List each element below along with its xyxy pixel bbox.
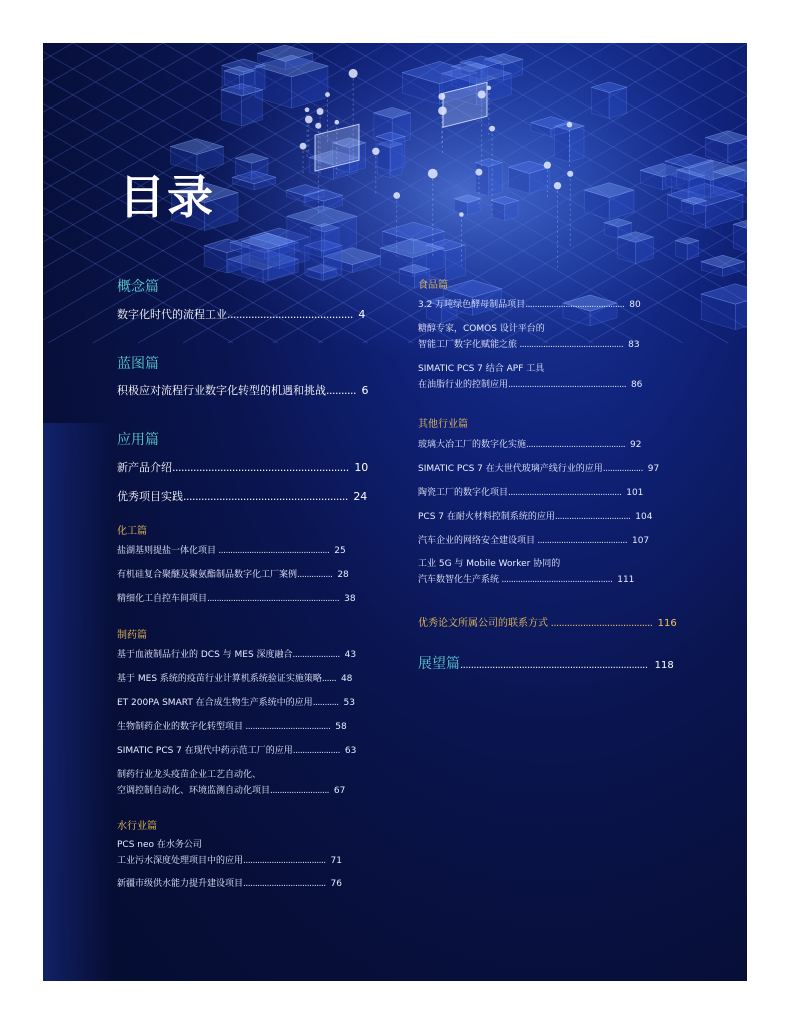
toc-entry-text: 陶瓷工厂的数字化项目	[418, 488, 509, 498]
toc-entry-page: 38	[344, 594, 356, 604]
subsection-chemical-title: 化工篇	[117, 526, 147, 537]
toc-entry-page: 107	[631, 536, 650, 546]
toc-entry-text: SIMATIC PCS 7 在大世代玻璃产线行业的应用	[418, 464, 603, 474]
leader-dots: ...............	[297, 570, 333, 580]
toc-entry-text: SIMATIC PCS 7 在现代中药示范工厂的应用	[117, 746, 293, 756]
toc-entry-text: 积极应对流程行业数字化转型的机遇和挑战	[117, 384, 326, 397]
toc-entry-page: 43	[344, 650, 357, 660]
leader-dots: ................................	[554, 512, 631, 522]
toc-entry[interactable]	[117, 382, 368, 398]
toc-entry[interactable]	[117, 647, 356, 663]
leader-dots: ..........................................	[526, 440, 626, 450]
toc-entry-text: 汽车数智化生产系统	[418, 575, 500, 585]
toc-entry-text: 玻璃大冶工厂的数字化实施	[418, 440, 527, 450]
building-block	[475, 159, 502, 196]
toc-entry-line1: 制药行业龙头疫苗企业工艺自动化、	[117, 770, 262, 780]
toc-entry-contacts[interactable]	[418, 614, 677, 629]
leader-dots: ...............................................	[499, 575, 613, 585]
toc-entry-text: 优秀论文所属公司的联系方式	[418, 618, 548, 629]
toc-entry-page: 111	[617, 575, 635, 585]
toc-entry-text: 智能工厂数字化赋能之旅	[418, 340, 518, 350]
toc-entry-page: 10	[354, 461, 369, 474]
leader-dots: ...........................................................	[172, 461, 349, 474]
toc-entry-page: 97	[647, 464, 660, 474]
subsection-pharma-title: 制药篇	[117, 630, 147, 641]
toc-entry-multiline[interactable]	[418, 321, 640, 353]
toc-entry-page: 6	[361, 384, 369, 397]
section-blueprint-title: 蓝图篇	[117, 356, 159, 372]
toc-entry-text: 有机硅复合聚醚及聚氨酯制品数字化工厂案例	[117, 570, 298, 580]
toc-entry[interactable]	[117, 671, 352, 687]
subsection-food-title: 食品篇	[418, 280, 448, 291]
light-node	[300, 143, 307, 150]
toc-entry[interactable]	[117, 567, 349, 583]
toc-entry-text: 基于 MES 系统的疫苗行业计算机系统验证实施策略	[117, 674, 322, 684]
toc-entry-page: 104	[635, 512, 653, 522]
toc-entry-page: 76	[330, 879, 342, 889]
toc-entry[interactable]	[117, 591, 356, 607]
toc-entry[interactable]	[117, 459, 368, 475]
toc-entry-line1: 工业 5G 与 Mobile Worker 协同的	[418, 559, 561, 569]
toc-entry-text: 基于血液制品行业的 DCS 与 MES 深度融合	[117, 650, 293, 660]
toc-entry[interactable]	[117, 743, 356, 759]
toc-entry-page: 53	[343, 698, 355, 708]
toc-entry-multiline[interactable]	[117, 837, 342, 869]
building-block	[242, 233, 295, 280]
toc-entry-line1: 糖醇专家，COMOS 设计平台的	[418, 324, 545, 334]
section-concept-title: 概念篇	[117, 279, 159, 295]
building-block	[376, 132, 405, 171]
toc-entry-page: 80	[629, 300, 641, 310]
leader-dots: ................................................	[508, 488, 622, 498]
leader-dots: ........................................................	[207, 594, 340, 604]
toc-entry-text: 新产品介绍	[117, 461, 172, 474]
toc-panel	[43, 43, 747, 981]
subsection-water-title: 水行业篇	[117, 821, 157, 832]
toc-entry-text: 在油脂行业的控制应用	[418, 380, 509, 390]
section-application-title: 应用篇	[117, 432, 159, 448]
leader-dots: ......	[321, 674, 337, 684]
building-block	[706, 131, 747, 163]
toc-entry[interactable]	[418, 485, 643, 501]
building-block	[509, 161, 550, 193]
leader-dots: ...........	[312, 698, 339, 708]
building-block	[491, 196, 518, 220]
toc-entry[interactable]	[117, 876, 342, 892]
light-node	[393, 192, 400, 199]
leader-dots: ......................................	[548, 618, 653, 629]
toc-entry-multiline[interactable]	[418, 556, 634, 588]
toc-entry[interactable]	[418, 509, 652, 525]
toc-entry-page: 67	[333, 786, 346, 796]
leader-dots: ..........................................	[525, 300, 625, 310]
building-block	[701, 284, 747, 330]
leader-dots: ......................................	[535, 536, 628, 546]
toc-entry-text: 精细化工自控车间项目	[117, 594, 208, 604]
building-block	[584, 183, 634, 220]
toc-entry-text: 空调控制自动化、环境监测自动化项目	[117, 786, 271, 796]
toc-entry-text: ET 200PA SMART 在合成生物生产系统中的应用	[117, 698, 313, 708]
page-title: 目录	[119, 170, 215, 224]
toc-entry-page: 101	[626, 488, 644, 498]
toc-entry-multiline[interactable]	[117, 767, 345, 799]
building-block	[733, 220, 747, 252]
toc-entry-page: 118	[654, 660, 674, 671]
toc-entry-line1: PCS neo 在水务公司	[117, 840, 202, 850]
toc-entry-page: 116	[657, 618, 677, 629]
toc-entry-page: 58	[335, 722, 347, 732]
toc-entry-page: 28	[337, 570, 349, 580]
toc-entry-page: 86	[630, 380, 643, 390]
toc-entry-text: 盐湖基则提盐一体化项目	[117, 546, 217, 556]
toc-entry-text: 汽车企业的网络安全建设项目	[418, 536, 536, 546]
toc-entry-multiline[interactable]	[418, 361, 642, 393]
leader-dots: ....................................	[243, 722, 331, 732]
building-block	[592, 82, 627, 118]
toc-entry-page: 83	[628, 340, 640, 350]
toc-entry-page: 48	[340, 674, 353, 684]
toc-entry[interactable]	[117, 306, 365, 322]
grid-line	[43, 43, 73, 343]
building-block	[454, 195, 480, 215]
leader-dots: ..........................................	[227, 308, 353, 321]
leader-dots: .........................	[270, 786, 330, 796]
toc-entry-page: 25	[334, 546, 346, 556]
toc-entry-page: 92	[630, 440, 642, 450]
building-block	[221, 84, 262, 126]
toc-entry-text: 生物制药企业的数字化转型项目	[117, 722, 244, 732]
toc-entry-page: 24	[353, 490, 368, 503]
leader-dots: .......................................................	[183, 490, 348, 503]
toc-entry-text: 3.2 万吨绿色酵母制品项目	[418, 300, 526, 310]
building-block	[676, 237, 699, 259]
toc-entry[interactable]	[418, 533, 649, 549]
toc-entry[interactable]	[117, 543, 346, 559]
leader-dots: ..................................................	[508, 380, 627, 390]
building-block	[235, 153, 268, 179]
leader-dots: ...................................	[243, 856, 326, 866]
leader-dots: ...............................................	[216, 546, 330, 556]
leader-dots: ...................................	[243, 879, 326, 889]
building-block	[618, 232, 653, 264]
building-block	[287, 206, 357, 258]
leader-dots: ..........	[326, 384, 356, 397]
toc-entry-outlook[interactable]	[418, 653, 674, 673]
toc-entry-page: 4	[358, 308, 366, 321]
toc-entry-text: PCS 7 在耐火材料控制系统的应用	[418, 512, 555, 522]
toc-entry-text: 数字化时代的流程工业	[117, 308, 227, 321]
toc-entry-page: 71	[330, 856, 342, 866]
toc-entry-line1: SIMATIC PCS 7 结合 APF 工具	[418, 364, 545, 374]
building-block	[681, 197, 706, 215]
subsection-other-title: 其他行业篇	[418, 419, 468, 430]
toc-entry[interactable]	[117, 488, 367, 504]
toc-entry[interactable]	[418, 461, 659, 477]
leader-dots: .................	[602, 464, 643, 474]
toc-entry-text: 新疆市级供水能力提升建设项目	[117, 879, 244, 889]
light-node	[372, 148, 379, 155]
toc-entry[interactable]	[117, 695, 355, 711]
leader-dots: ....................	[292, 650, 340, 660]
toc-entry[interactable]	[418, 297, 641, 313]
leader-dots: ............................................	[517, 340, 624, 350]
section-outlook-title: 展望篇	[418, 656, 460, 672]
toc-entry[interactable]	[117, 719, 347, 735]
toc-entry-text: 优秀项目实践	[117, 490, 183, 503]
toc-entry-page: 63	[344, 746, 357, 756]
toc-entry-text: 工业污水深度处理项目中的应用	[117, 856, 244, 866]
leader-dots: ....................	[292, 746, 340, 756]
toc-entry[interactable]	[418, 437, 642, 453]
leader-dots: ......................................................................	[460, 660, 648, 671]
